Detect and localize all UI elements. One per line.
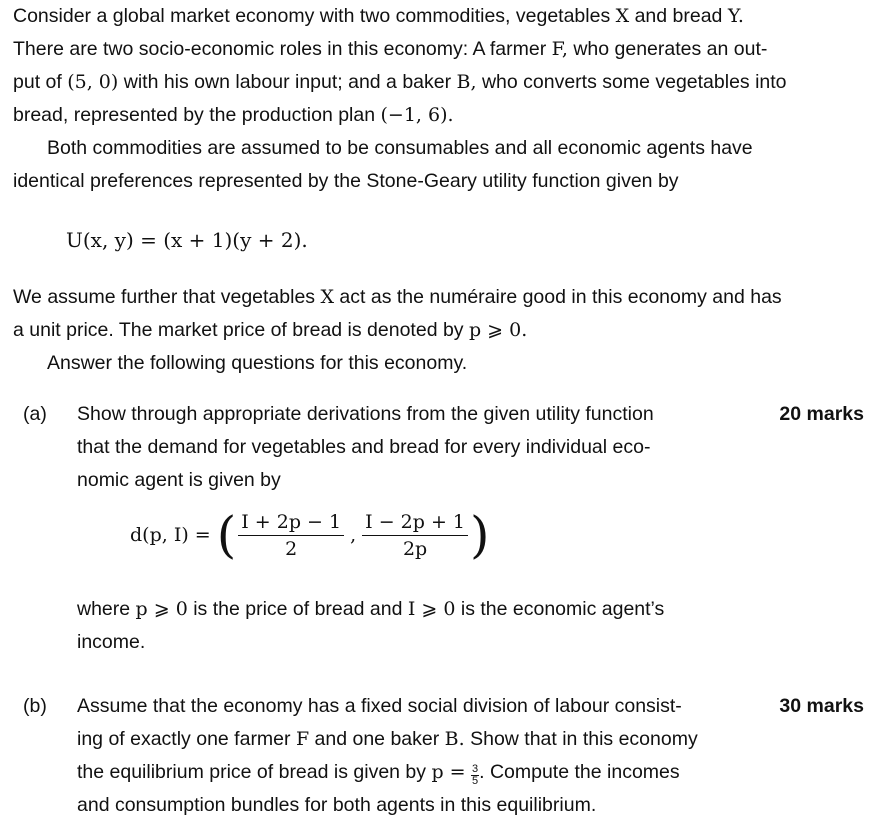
fraction-numerator: I − 2p + 1	[362, 511, 468, 536]
math-price-eq: p =	[431, 761, 466, 783]
text: who converts some vegetables into	[476, 71, 787, 93]
text: a unit price. The market price of bread is denoted by	[13, 319, 469, 341]
question-a-line-1: Show through appropriate derivations from the given utility function	[77, 403, 654, 425]
text: put of	[13, 71, 68, 93]
utility-formula: U(x, y) = (x + 1)(y + 2).	[66, 228, 308, 252]
math-price: p ⩾ 0.	[468, 319, 528, 341]
text: is the economic agent’s	[455, 598, 665, 620]
comma: ,	[350, 524, 357, 546]
demand-formula	[130, 506, 490, 564]
fraction-bread	[362, 511, 468, 560]
math-y: Y.	[727, 5, 744, 27]
text: ing of exactly one farmer	[77, 728, 296, 750]
text: We assume further that vegetables	[13, 286, 321, 308]
text: identical preferences represented by the Stone-Geary utility function given by	[13, 170, 679, 192]
intro-line-4	[13, 103, 454, 127]
text: There are two socio-economic roles in this economy: A farmer	[13, 38, 552, 60]
question-b-marks: 30 marks	[779, 695, 864, 717]
fraction-denominator: 5	[471, 775, 479, 787]
question-a-label: (a)	[23, 403, 47, 425]
math-f: F	[295, 728, 310, 750]
text: where	[77, 598, 136, 620]
fraction-vegetables	[238, 511, 344, 560]
math-x: X	[320, 286, 334, 308]
open-paren: (	[216, 506, 237, 564]
assume-line-1	[13, 285, 782, 309]
question-a-line-2: that the demand for vegetables and bread for every individual eco-	[77, 436, 651, 458]
text: Show that in this economy	[464, 728, 698, 750]
question-b-line-2	[77, 727, 698, 751]
question-b-label: (b)	[23, 695, 47, 717]
question-b-line-4: and consumption bundles for both agents in this equilibrium.	[77, 794, 597, 816]
text: Answer the following questions for this economy.	[47, 352, 468, 374]
question-a-marks: 20 marks	[779, 403, 864, 425]
math-output: (5, 0)	[67, 71, 119, 93]
formula-lhs: d(p, I) =	[130, 524, 211, 546]
assume-line-3	[47, 351, 467, 375]
text: with his own labour input; and a baker	[118, 71, 457, 93]
math-plan: (−1, 6).	[380, 104, 454, 126]
text: who generates an out-	[567, 38, 768, 60]
text: is the price of bread and	[187, 598, 408, 620]
question-a-where-line-1	[77, 597, 664, 621]
math-price: p ⩾ 0	[135, 598, 188, 620]
intro-line-6	[13, 169, 679, 193]
text: . Compute the incomes	[479, 761, 680, 783]
fraction-numerator: I + 2p − 1	[238, 511, 344, 536]
text: the equilibrium price of bread is given by	[77, 761, 432, 783]
math-b: B.	[444, 728, 465, 750]
question-a-line-3: nomic agent is given by	[77, 469, 281, 491]
text: and bread	[629, 5, 728, 27]
math-x: X	[615, 5, 630, 27]
question-b-line-3	[77, 760, 680, 787]
close-paren: )	[470, 506, 490, 564]
text: Both commodities are assumed to be consumables and all economic agents have	[47, 137, 753, 159]
math-b: B,	[456, 71, 477, 93]
price-fraction	[471, 764, 479, 787]
text: bread, represented by the production plan	[13, 104, 381, 126]
fraction-denominator: 2p	[402, 537, 428, 560]
fraction-denominator: 2	[285, 537, 298, 560]
assume-line-2	[13, 318, 527, 342]
question-a-where-line-2: income.	[77, 631, 146, 653]
intro-line-3	[13, 70, 787, 94]
question-b-line-1: Assume that the economy has a fixed social division of labour consist-	[77, 695, 682, 717]
intro-line-2	[13, 37, 767, 61]
math-f: F,	[551, 38, 568, 60]
text: act as the numéraire good in this economy and has	[334, 286, 782, 308]
math-income: I ⩾ 0	[407, 598, 456, 620]
text: and one baker	[309, 728, 445, 750]
fraction-numerator: 3	[471, 763, 479, 775]
text: Consider a global market economy with two commodities, vegetables	[13, 5, 616, 27]
intro-line-1	[13, 4, 744, 28]
intro-line-5	[47, 136, 753, 160]
